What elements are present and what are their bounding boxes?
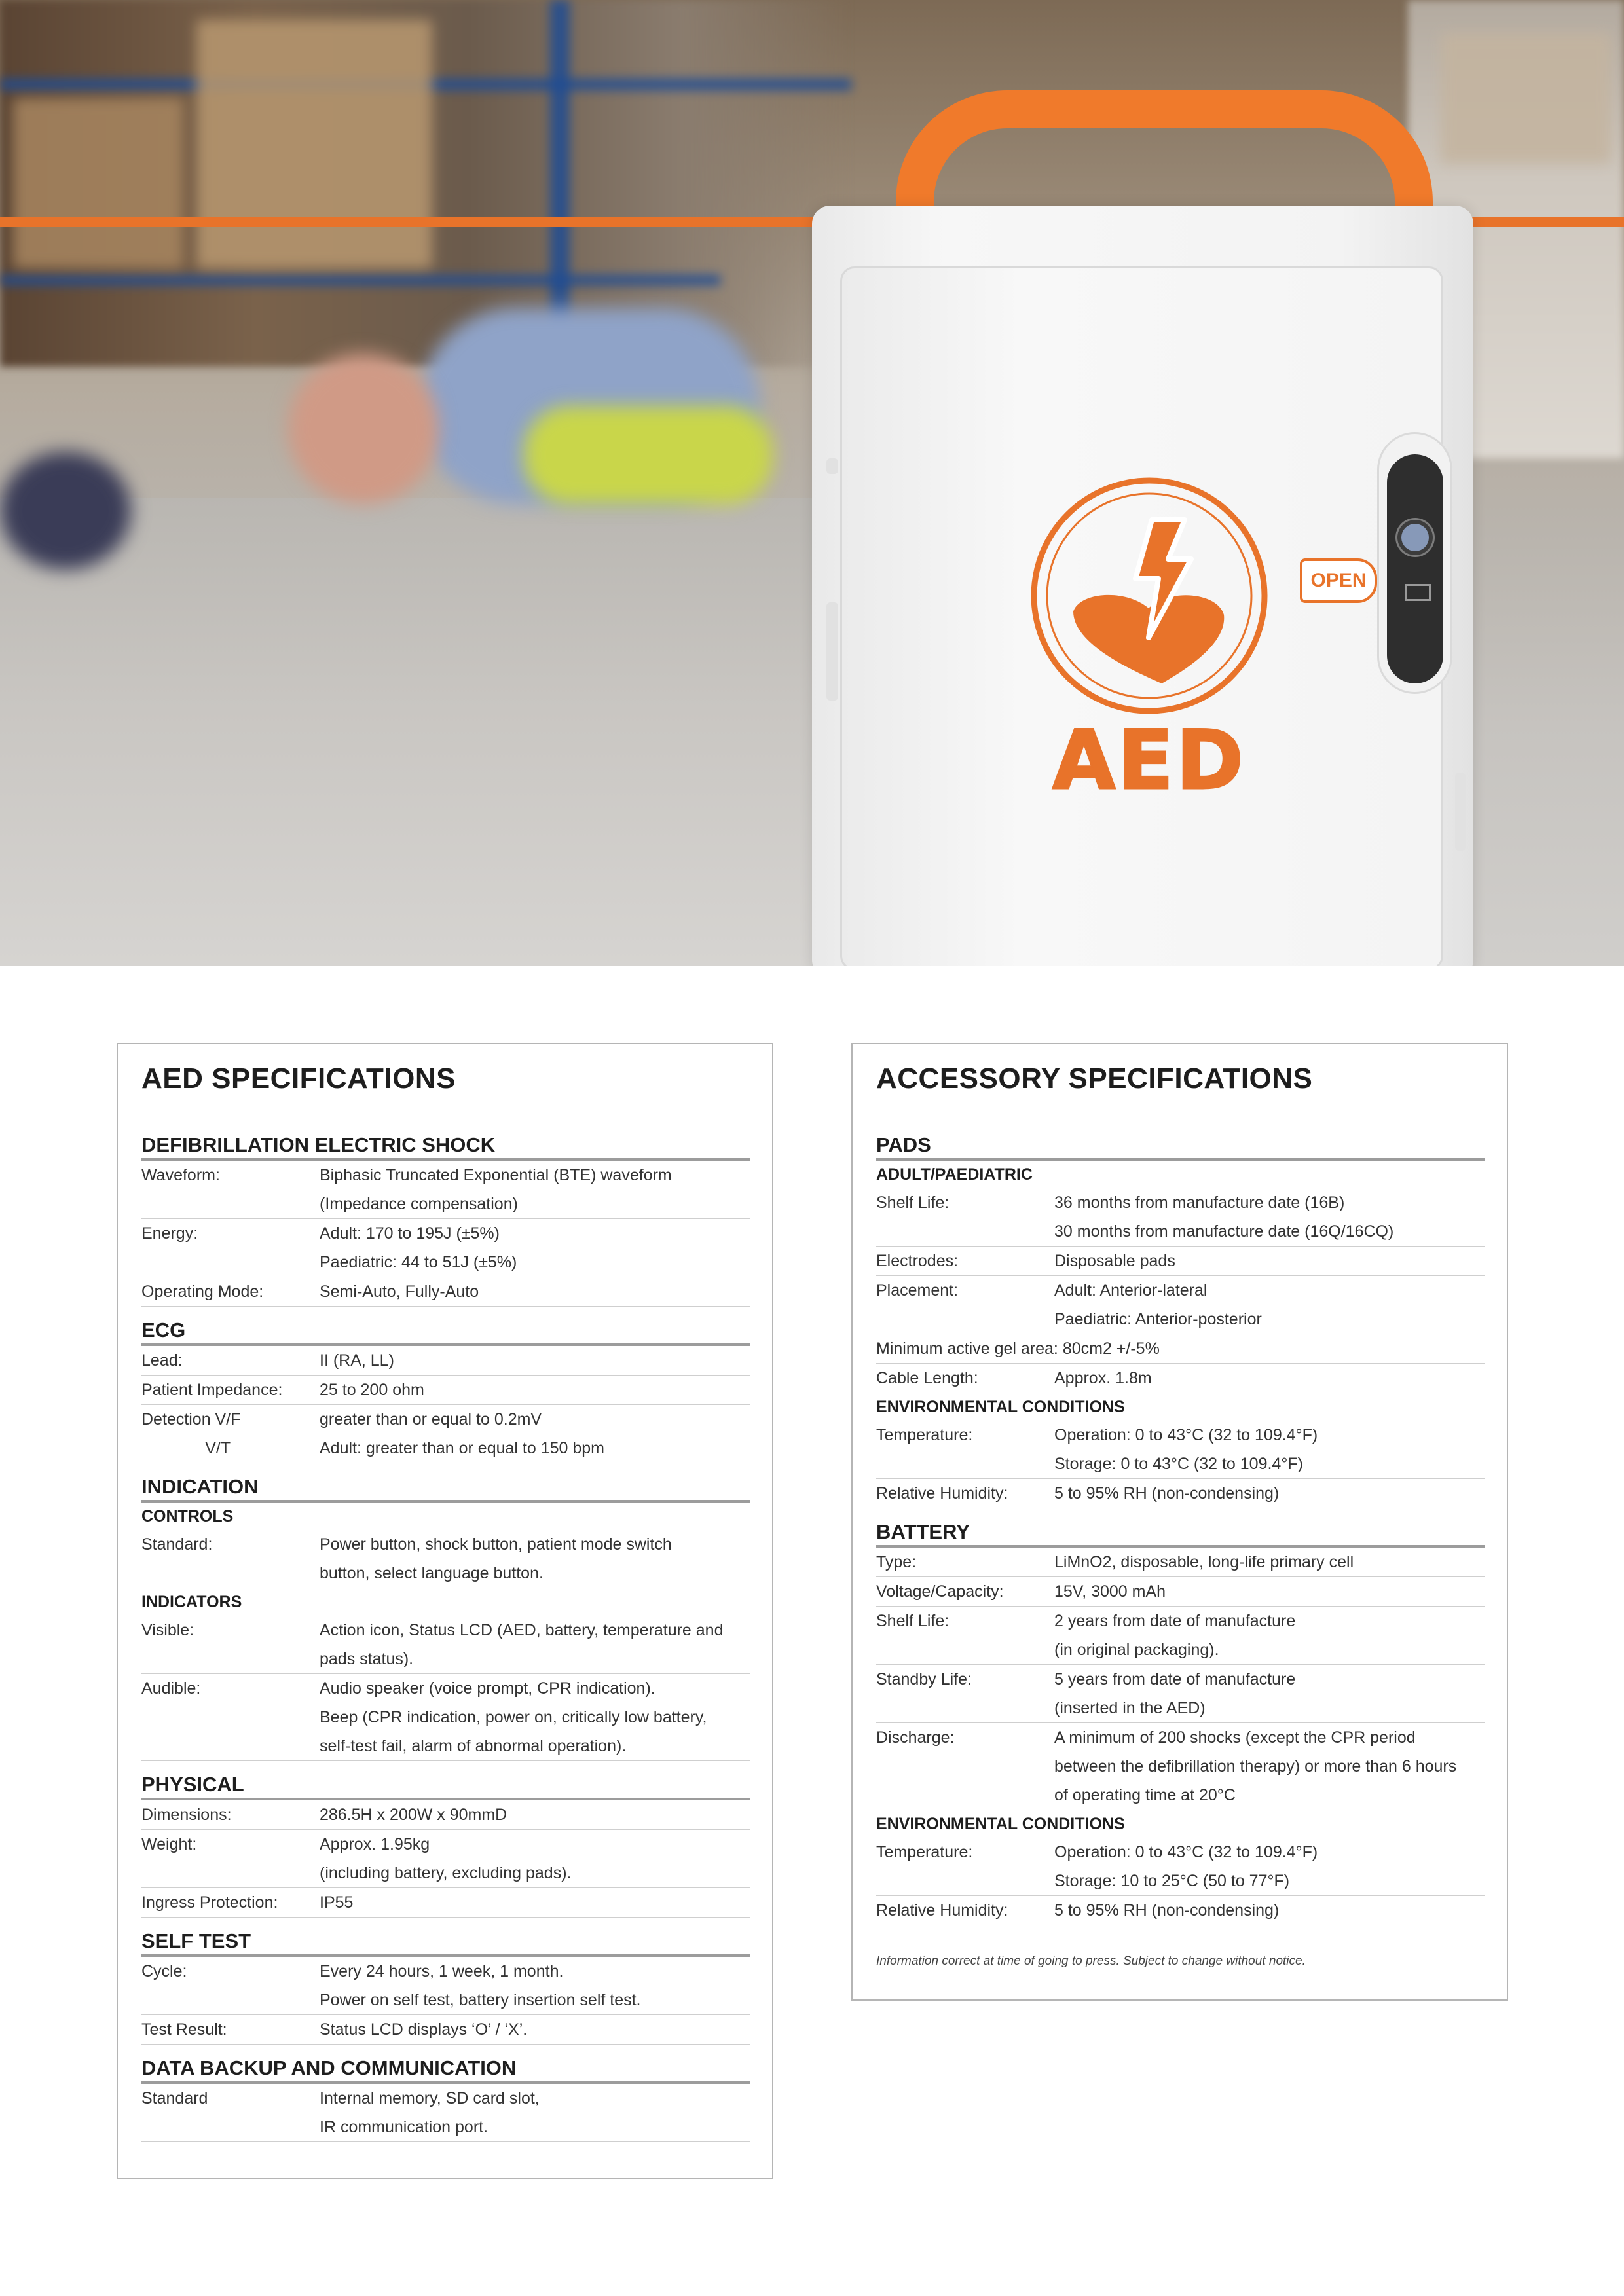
hinge (826, 602, 838, 701)
spec-label: Dimensions: (141, 1806, 232, 1824)
spec-label: Standard (141, 2089, 208, 2107)
spec-value-line: self-test fail, alarm of abnormal operation). (320, 1737, 627, 1755)
spec-value-line: Adult: Anterior-lateral (1054, 1281, 1208, 1300)
spec-value (1054, 1548, 1485, 1576)
spec-label: Test Result: (141, 2020, 227, 2039)
spec-value-line: A minimum of 200 shocks (except the CPR period (1054, 1728, 1416, 1747)
spec-row (141, 1346, 750, 1376)
spec-label: Audible: (141, 1679, 201, 1698)
hinge (826, 458, 838, 474)
floor (0, 498, 851, 966)
shelf-beam (0, 275, 720, 285)
spec-label: Waveform: (141, 1166, 220, 1184)
spec-label: Standard: (141, 1535, 213, 1554)
section-title: PHYSICAL (141, 1772, 750, 1800)
spec-label: Discharge: (876, 1728, 955, 1747)
spec-value-line: pads status). (320, 1650, 414, 1668)
spec-label: Voltage/Capacity: (876, 1582, 1004, 1601)
spec-value (1054, 1838, 1485, 1895)
footnote: Information correct at time of going to press. Subject to change without notice. (876, 1954, 1306, 1968)
spec-row (876, 1479, 1485, 1508)
spec-row (141, 1161, 750, 1219)
spec-value-line: IR communication port. (320, 2118, 489, 2136)
spec-label: Operating Mode: (141, 1283, 264, 1301)
spec-value-line: Disposable pads (1054, 1252, 1175, 1270)
spec-value (1054, 1188, 1485, 1246)
section-title: ECG (141, 1317, 750, 1346)
cardboard-box (196, 20, 432, 268)
status-indicator-icon (1401, 524, 1429, 551)
spec-row (141, 1800, 750, 1830)
spec-value-line: Operation: 0 to 43°C (32 to 109.4°F) (1054, 1426, 1318, 1444)
spec-label: Detection V/F (141, 1410, 241, 1429)
spec-value (320, 1161, 750, 1218)
spec-value-line: 5 to 95% RH (non-condensing) (1054, 1901, 1280, 1920)
spec-value (320, 1800, 750, 1829)
spec-label: Type: (876, 1553, 917, 1571)
spec-value-line: (Impedance compensation) (320, 1195, 518, 1213)
spec-row (141, 1219, 750, 1277)
spec-label: Shelf Life: (876, 1612, 950, 1630)
spec-value (320, 1376, 750, 1404)
spec-value-line: Power button, shock button, patient mode switch (320, 1535, 672, 1554)
spec-value-line: (in original packaging). (1054, 1641, 1219, 1659)
spec-row (876, 1421, 1485, 1479)
spec-value-line: Audio speaker (voice prompt, CPR indication). (320, 1679, 655, 1698)
spec-row-full: Minimum active gel area: 80cm2 +/-5% (876, 1334, 1485, 1364)
spec-value-line: 5 to 95% RH (non-condensing) (1054, 1484, 1280, 1503)
spec-value-line: Action icon, Status LCD (AED, battery, temperature and (320, 1621, 724, 1639)
latch-panel (1387, 454, 1443, 683)
spec-value-line: Approx. 1.8m (1054, 1369, 1152, 1387)
spec-value-line: LiMnO2, disposable, long-life primary cell (1054, 1553, 1354, 1571)
spec-value-line: Paediatric: 44 to 51J (±5%) (320, 1253, 517, 1271)
spec-value-line: Internal memory, SD card slot, (320, 2089, 540, 2107)
spec-row (141, 1830, 750, 1888)
spec-row (141, 1434, 750, 1463)
spec-value-line: 286.5H x 200W x 90mmD (320, 1806, 507, 1824)
spec-value-line: of operating time at 20°C (1054, 1786, 1236, 1804)
spec-value (320, 1957, 750, 2014)
spec-value-line: Adult: greater than or equal to 150 bpm (320, 1439, 605, 1457)
spec-value-line: Status LCD displays ‘O’ / ‘X’. (320, 2020, 528, 2039)
section-title: DEFIBRILLATION ELECTRIC SHOCK (141, 1132, 750, 1161)
spec-value-line: Paediatric: Anterior-posterior (1054, 1310, 1262, 1328)
dark-object (0, 452, 131, 570)
spec-label: Lead: (141, 1351, 183, 1370)
spec-row (141, 1888, 750, 1918)
accessory-specifications-panel (851, 1043, 1508, 2001)
spec-row (141, 1957, 750, 2015)
spec-row (141, 2015, 750, 2045)
spec-value-line: Approx. 1.95kg (320, 1835, 430, 1853)
spec-value-line: 36 months from manufacture date (16B) (1054, 1194, 1345, 1212)
spec-row (876, 1247, 1485, 1276)
spec-value-line: (inserted in the AED) (1054, 1699, 1206, 1717)
subsection-title: INDICATORS (141, 1593, 242, 1611)
spec-value (320, 1405, 750, 1434)
spec-value-line: 25 to 200 ohm (320, 1381, 424, 1399)
spec-label: Placement: (876, 1281, 959, 1300)
person-head (288, 354, 439, 504)
spec-row (876, 1577, 1485, 1607)
spec-value-line: greater than or equal to 0.2mV (320, 1410, 542, 1429)
spec-value-line: 2 years from date of manufacture (1054, 1612, 1296, 1630)
spec-label: Visible: (141, 1621, 194, 1639)
spec-row (141, 2084, 750, 2142)
spec-label: Shelf Life: (876, 1194, 950, 1212)
spec-label: Cable Length: (876, 1369, 978, 1387)
spec-row (141, 1616, 750, 1674)
aed-spec-list (141, 1132, 750, 2142)
spec-value (320, 1346, 750, 1375)
spec-row (876, 1723, 1485, 1810)
hi-vis-vest (524, 406, 773, 504)
spec-value-line: Power on self test, battery insertion self test. (320, 1991, 641, 2009)
spec-row (141, 1405, 750, 1434)
spec-value (1054, 1665, 1485, 1722)
spec-value (320, 1277, 750, 1306)
spec-value-line: 30 months from manufacture date (16Q/16CQ) (1054, 1222, 1394, 1241)
spec-row (141, 1530, 750, 1588)
spec-value (1054, 1364, 1485, 1393)
cardboard-box (13, 98, 183, 268)
spec-value-line: II (RA, LL) (320, 1351, 394, 1370)
spec-row (876, 1276, 1485, 1334)
spec-label: Energy: (141, 1224, 198, 1243)
spec-row (876, 1364, 1485, 1393)
spec-row (141, 1277, 750, 1307)
spec-value (320, 1674, 750, 1760)
spec-value-line: Adult: 170 to 195J (±5%) (320, 1224, 500, 1243)
spec-value (1054, 1276, 1485, 1334)
spec-row (876, 1896, 1485, 1925)
accessory-spec-list (876, 1132, 1485, 1925)
spec-value (320, 1434, 750, 1463)
subsection-title: ENVIRONMENTAL CONDITIONS (876, 1398, 1125, 1416)
section-title: SELF TEST (141, 1928, 750, 1957)
spec-value-line: IP55 (320, 1893, 354, 1912)
spec-row (876, 1838, 1485, 1896)
spec-label: Temperature: (876, 1843, 973, 1861)
spec-value-line: (including battery, excluding pads). (320, 1864, 572, 1882)
battery-icon (1405, 584, 1431, 601)
cardboard-box (1441, 33, 1611, 164)
spec-row (876, 1548, 1485, 1577)
hero-photo (0, 0, 1624, 966)
spec-value-line: Beep (CPR indication, power on, critically low battery, (320, 1708, 707, 1726)
section-title: DATA BACKUP AND COMMUNICATION (141, 2055, 750, 2084)
spec-label: Relative Humidity: (876, 1901, 1008, 1920)
panel-title: ACCESSORY SPECIFICATIONS (876, 1063, 1313, 1095)
spec-value (1054, 1577, 1485, 1606)
spec-value (1054, 1421, 1485, 1478)
spec-value-line: 15V, 3000 mAh (1054, 1582, 1166, 1601)
spec-row (141, 1674, 750, 1761)
spec-value (320, 1888, 750, 1917)
subsection-title: ADULT/PAEDIATRIC (876, 1165, 1033, 1184)
subsection-title: CONTROLS (141, 1507, 234, 1525)
section-title: BATTERY (876, 1519, 1485, 1548)
spec-value (320, 2084, 750, 2141)
open-arrow-label: OPEN (1300, 558, 1377, 603)
spec-value (1054, 1479, 1485, 1508)
side-clip (1455, 773, 1466, 851)
spec-row (876, 1665, 1485, 1723)
spec-label: Relative Humidity: (876, 1484, 1008, 1503)
spec-label: Standby Life: (876, 1670, 972, 1688)
spec-label: Ingress Protection: (141, 1893, 278, 1912)
spec-row (141, 1376, 750, 1405)
spec-value-line: Semi-Auto, Fully-Auto (320, 1283, 479, 1301)
spec-label: Weight: (141, 1835, 197, 1853)
aed-specifications-panel (117, 1043, 773, 2179)
spec-value (1054, 1607, 1485, 1664)
spec-row (876, 1607, 1485, 1665)
aed-logo-text: AED (1052, 714, 1246, 808)
subsection-title: ENVIRONMENTAL CONDITIONS (876, 1815, 1125, 1833)
spec-row (876, 1188, 1485, 1247)
spec-label: V/T (141, 1439, 231, 1457)
spec-value (320, 1830, 750, 1887)
spec-value (320, 2015, 750, 2044)
spec-value (320, 1530, 750, 1588)
spec-value (1054, 1723, 1485, 1810)
spec-value-line: 5 years from date of manufacture (1054, 1670, 1296, 1688)
section-title: INDICATION (141, 1474, 750, 1503)
spec-value-line: Operation: 0 to 43°C (32 to 109.4°F) (1054, 1843, 1318, 1861)
spec-value-line: Storage: 10 to 25°C (50 to 77°F) (1054, 1872, 1290, 1890)
spec-value-line: between the defibrillation therapy) or more than 6 hours (1054, 1757, 1457, 1776)
spec-value-line: Storage: 0 to 43°C (32 to 109.4°F) (1054, 1455, 1303, 1473)
spec-label: Electrodes: (876, 1252, 959, 1270)
panel-title: AED SPECIFICATIONS (141, 1063, 456, 1095)
spec-value-line: Every 24 hours, 1 week, 1 month. (320, 1962, 564, 1980)
spec-label: Temperature: (876, 1426, 973, 1444)
spec-value-line: Biphasic Truncated Exponential (BTE) waveform (320, 1166, 672, 1184)
spec-value (320, 1219, 750, 1277)
spec-value (1054, 1896, 1485, 1925)
section-title: PADS (876, 1132, 1485, 1161)
spec-value-line: button, select language button. (320, 1564, 544, 1582)
spec-label: Patient Impedance: (141, 1381, 283, 1399)
spec-value (1054, 1247, 1485, 1275)
spec-label: Cycle: (141, 1962, 187, 1980)
aed-heart-lightning-icon (1027, 474, 1271, 718)
spec-value (320, 1616, 750, 1673)
